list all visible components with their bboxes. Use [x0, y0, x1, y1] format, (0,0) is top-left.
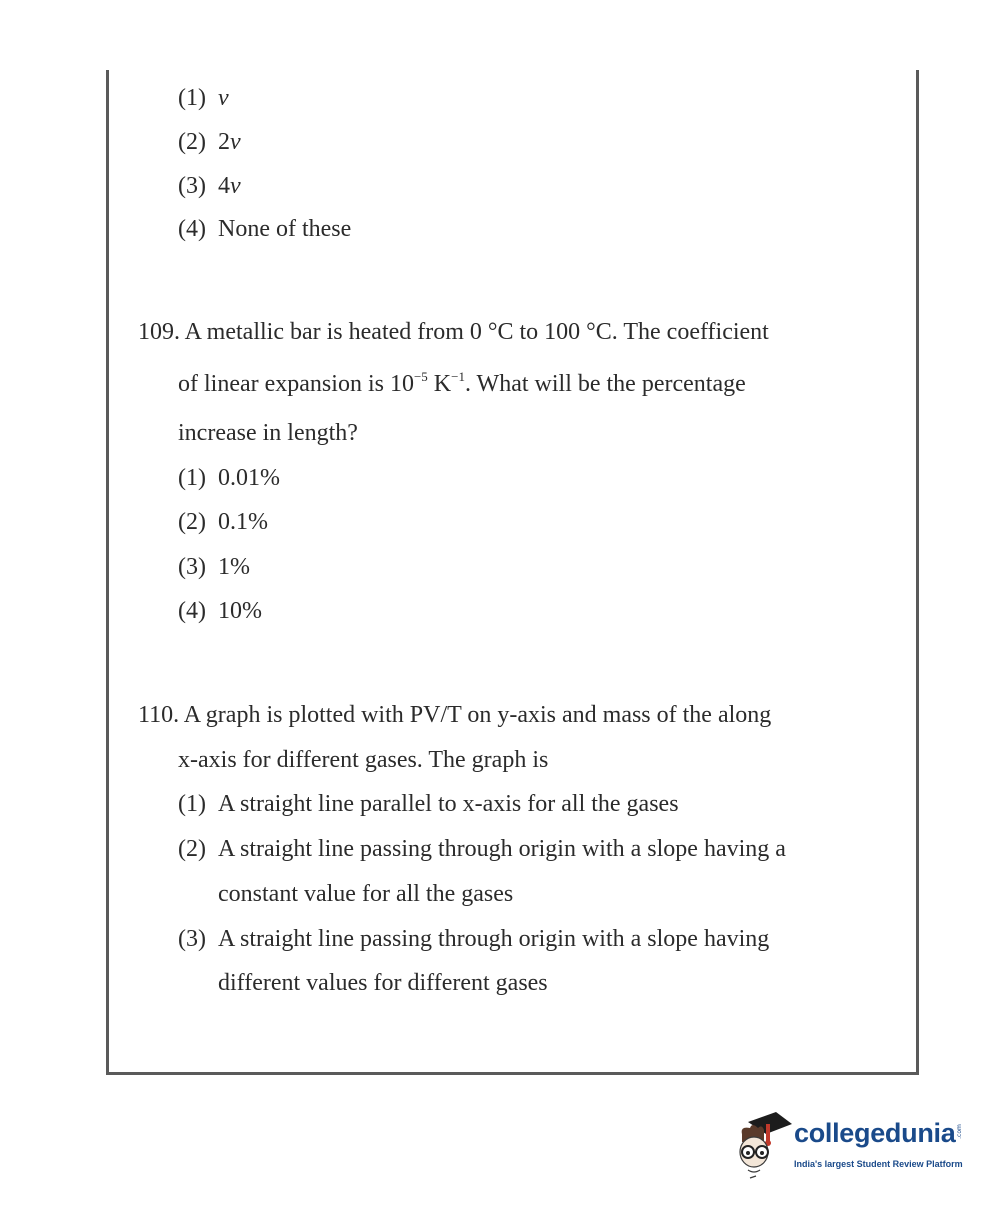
q109-question-line-2: of linear expansion is $10^{-5}$ $K^{-1}$. What will be the percentage: [178, 369, 746, 397]
q110-option-3-continued: different values for different gases: [218, 970, 548, 996]
logo-com: .com: [955, 1124, 963, 1139]
logo-wordmark: collegedunia: [794, 1118, 956, 1148]
q109-option-4: (4) 10%: [178, 598, 262, 624]
q108-option-3: (3) 4v: [178, 173, 241, 199]
q110-option-2-continued: constant value for all the gases: [218, 881, 514, 907]
q109-option-2: (2) 0.1%: [178, 509, 268, 535]
q108-option-4: (4) None of these: [178, 216, 352, 242]
q110-question-line-1: 110. A graph is plotted with PV/T on y-axis and mass of the along: [138, 702, 772, 728]
student-mascot-icon: [736, 1108, 794, 1188]
q110-question-line-2: x-axis for different gases. The graph is: [178, 747, 549, 773]
q109-option-1: (1) 0.01%: [178, 465, 280, 491]
q110-option-3: (3) A straight line passing through origin with a slope having: [178, 926, 770, 952]
q110-option-2: (2) A straight line passing through origin with a slope having a: [178, 836, 786, 862]
q108-option-2: (2) 2v: [178, 129, 241, 155]
q109-option-3: (3) 1%: [178, 554, 250, 580]
collegedunia-logo[interactable]: [736, 1108, 966, 1188]
logo-tagline: India's largest Student Review Platform: [794, 1159, 963, 1169]
q108-option-1: (1) v: [178, 85, 229, 111]
q110-option-1: (1) A straight line parallel to x-axis for all the gases: [178, 791, 679, 817]
q109-question-line-1: 109. A metallic bar is heated from 0 °C to 100 °C. The coefficient: [138, 319, 769, 345]
q109-question-line-3: increase in length?: [178, 420, 358, 446]
